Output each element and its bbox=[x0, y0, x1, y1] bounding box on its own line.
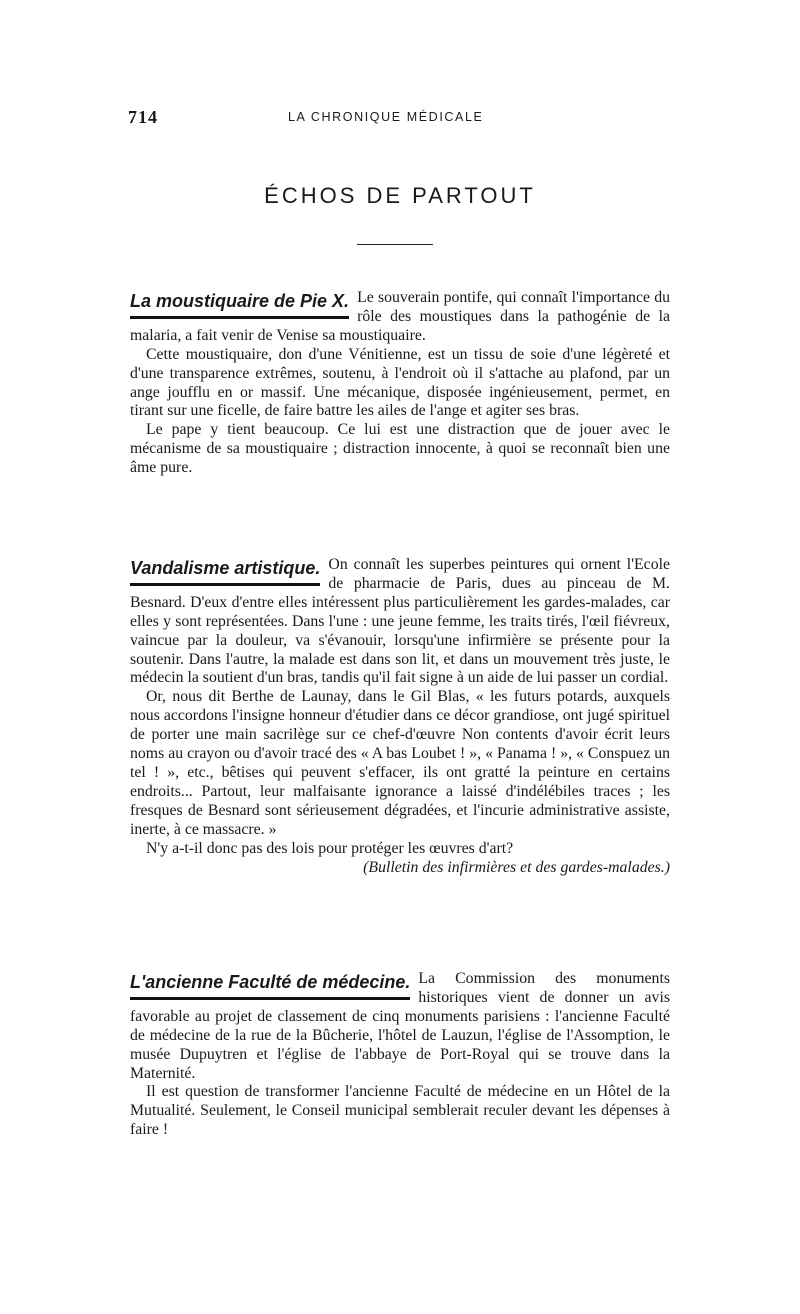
article-paragraph: On connaît les superbes peintures qui ornent l'Ecole de pharmacie de Paris, dues au pinceau de M. Besnard. D'eux d'entre elles intéressent plus particulièrement les gardes-malades, car elles y sont représentées. Dans l'une : une jeune femme, les traits tirés, l'œil fiévreux, vaincue par la douleur, va s'évanouir, lorsqu'une infirmière se présente pour la soutenir. Dans l'autre, la malade est dans son lit, et dans un mouvement très juste, le médecin la soutient d'un bras, tandis qu'il fait signe à un aide de lui passer un cordial. bbox=[130, 556, 670, 687]
article-vandalisme bbox=[130, 556, 670, 877]
running-head bbox=[128, 107, 672, 131]
article-headline: Vandalisme artistique. bbox=[130, 557, 320, 586]
article-paragraph: Le pape y tient beaucoup. Ce lui est une distraction que de jouer avec le mécanisme de sa moustiquaire ; distraction innocente, à quoi se reconnaît bien une âme pure. bbox=[130, 421, 670, 477]
article-headline: L'ancienne Faculté de médecine. bbox=[130, 971, 410, 1000]
article-paragraph: Or, nous dit Berthe de Launay, dans le Gil Blas, « les futurs potards, auxquels nous accordons l'insigne honneur d'étudier dans ce décor grandiose, ont jugé spirituel de porter une main sacrilège sur ce chef-d'œuvre Non contents d'avoir écrit leurs noms au crayon ou d'avoir tracé des « A bas Loubet ! », « Panama ! », « Conspuez un tel ! », etc., bêtises qui peuvent s'effacer, ils ont gratté la peinture en certains endroits... Partout, leur malfaisante ignorance a laissé d'indélébiles traces ; les fresques de Besnard sont sérieusement dégradées, et l'incurie administrative assiste, inerte, à ce massacre. » bbox=[130, 688, 670, 838]
journal-title: LA CHRONIQUE MÉDICALE bbox=[288, 110, 484, 124]
article-paragraph: La Commission des monuments historiques vient de donner un avis favorable au projet de classement de cinq monuments parisiens : l'ancienne Faculté de médecine de la rue de la Bûcherie, l'hôtel de Lauzun, l'église de l'Assomption, le musée Dupuytren et l'église de l'abbaye de Port-Royal qui se trouve dans la Maternité. bbox=[130, 970, 670, 1082]
article-headline: La moustiquaire de Pie X. bbox=[130, 290, 349, 319]
article-moustiquaire bbox=[130, 289, 670, 478]
article-paragraph: N'y a-t-il donc pas des lois pour protéger les œuvres d'art? bbox=[146, 839, 514, 857]
article-paragraph: Le souverain pontife, qui connaît l'importance du rôle des moustiques dans la pathogénie de la malaria, a fait venir de Venise sa moustiquaire. bbox=[130, 289, 670, 344]
article-paragraph: Il est question de transformer l'ancienne Faculté de médecine en un Hôtel de la Mutualité. Seulement, le Conseil municipal semblerait reculer devant les dépenses à faire ! bbox=[130, 1083, 670, 1139]
article-citation: (Bulletin des infirmières et des gardes-malades.) bbox=[363, 858, 670, 876]
article-paragraph: Cette moustiquaire, don d'une Vénitienne, est un tissu de soie d'une légèreté et d'une transparence extrêmes, soutenu, à l'endroit où il s'attache au plafond, par un ange joufflu en or massif. Une mécanique, disposée ingénieusement, permet, en tirant sur une ficelle, de faire battre les ailes de l'ange et agiter ses bras. bbox=[130, 345, 670, 420]
section-title: ÉCHOS DE PARTOUT bbox=[264, 183, 536, 208]
page-number: 714 bbox=[128, 107, 158, 127]
article-faculte bbox=[130, 970, 670, 1140]
section-divider bbox=[357, 244, 433, 245]
